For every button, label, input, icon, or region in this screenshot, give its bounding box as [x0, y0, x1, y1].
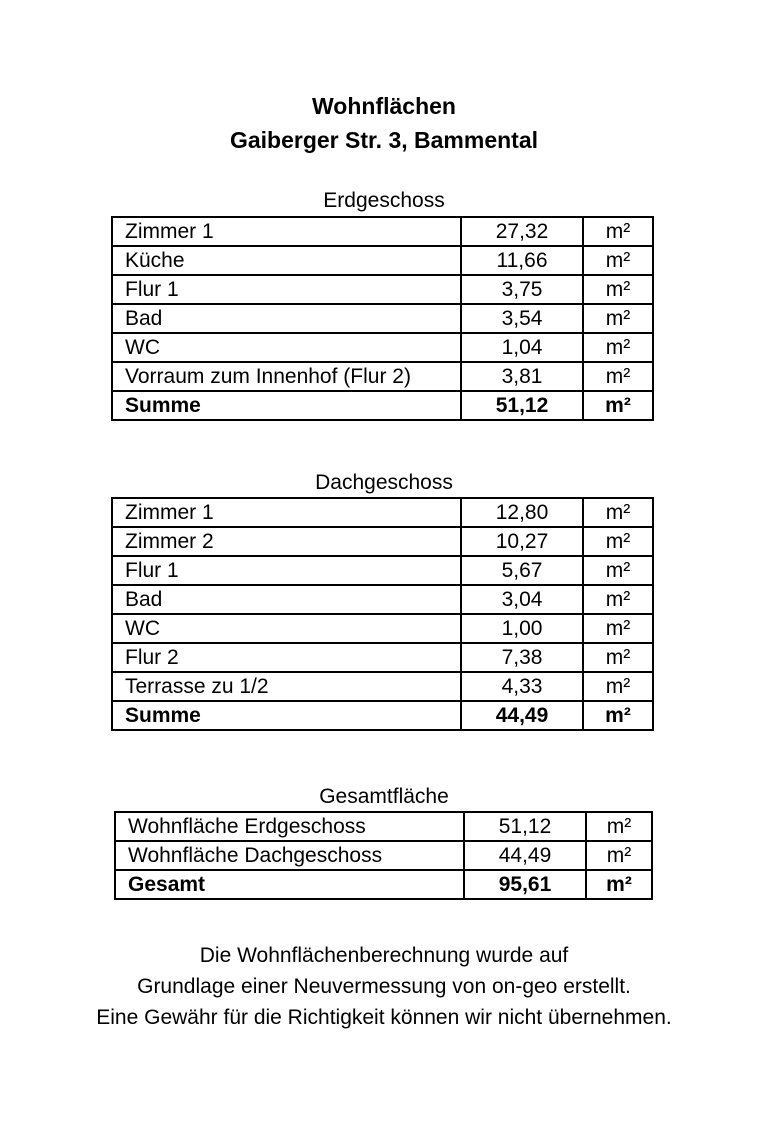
table-row — [112, 527, 653, 556]
room-name: Zimmer 2 — [112, 527, 461, 556]
area-unit: m² — [583, 672, 653, 701]
area-unit: m² — [586, 841, 652, 870]
sum-label: Summe — [112, 701, 461, 730]
area-value: 3,75 — [461, 275, 583, 304]
erdgeschoss-caption: Erdgeschoss — [323, 189, 445, 212]
area-unit: m² — [586, 812, 652, 841]
area-unit: m² — [583, 527, 653, 556]
table-row — [112, 614, 653, 643]
room-name: Wohnfläche Dachgeschoss — [115, 841, 464, 870]
area-value: 3,04 — [461, 585, 583, 614]
dachgeschoss-caption: Dachgeschoss — [315, 471, 453, 494]
area-unit: m² — [583, 275, 653, 304]
total-label: Gesamt — [115, 870, 464, 899]
area-value: 5,67 — [461, 556, 583, 585]
table-row — [112, 498, 653, 527]
gesamtflaeche-caption: Gesamtfläche — [319, 785, 449, 808]
area-unit: m² — [583, 643, 653, 672]
total-unit: m² — [586, 870, 652, 899]
table-row — [112, 556, 653, 585]
table-row — [112, 585, 653, 614]
area-value: 7,38 — [461, 643, 583, 672]
sum-unit: m² — [583, 701, 653, 730]
table-row — [112, 672, 653, 701]
erdgeschoss-table — [111, 216, 654, 421]
area-value: 11,66 — [461, 246, 583, 275]
room-name: Zimmer 1 — [112, 498, 461, 527]
room-name: Wohnfläche Erdgeschoss — [115, 812, 464, 841]
room-name: WC — [112, 614, 461, 643]
room-name: Flur 1 — [112, 556, 461, 585]
total-value: 95,61 — [464, 870, 586, 899]
room-name: Vorraum zum Innenhof (Flur 2) — [112, 362, 461, 391]
gesamtflaeche-table — [114, 811, 653, 900]
table-row — [115, 841, 652, 870]
area-unit: m² — [583, 217, 653, 246]
footnote — [0, 940, 768, 1033]
area-unit: m² — [583, 614, 653, 643]
area-value: 51,12 — [464, 812, 586, 841]
room-name: Bad — [112, 304, 461, 333]
table-row — [112, 217, 653, 246]
room-name: Terrasse zu 1/2 — [112, 672, 461, 701]
area-value: 4,33 — [461, 672, 583, 701]
room-name: Küche — [112, 246, 461, 275]
area-value: 3,81 — [461, 362, 583, 391]
area-unit: m² — [583, 304, 653, 333]
room-name: Flur 1 — [112, 275, 461, 304]
area-value: 10,27 — [461, 527, 583, 556]
footnote-line: Die Wohnflächenberechnung wurde auf — [199, 944, 569, 967]
area-unit: m² — [583, 362, 653, 391]
area-unit: m² — [583, 333, 653, 362]
area-value: 44,49 — [464, 841, 586, 870]
area-unit: m² — [583, 556, 653, 585]
sum-row — [112, 391, 653, 420]
area-value: 1,00 — [461, 614, 583, 643]
table-row — [112, 362, 653, 391]
area-unit: m² — [583, 585, 653, 614]
room-name: WC — [112, 333, 461, 362]
sum-label: Summe — [112, 391, 461, 420]
area-unit: m² — [583, 246, 653, 275]
footnote-line: Eine Gewähr für die Richtigkeit können wir nicht übernehmen. — [96, 1006, 672, 1029]
area-unit: m² — [583, 498, 653, 527]
sum-row — [112, 701, 653, 730]
table-row — [112, 333, 653, 362]
page-title: Wohnflächen — [312, 93, 456, 119]
room-name: Zimmer 1 — [112, 217, 461, 246]
area-value: 27,32 — [461, 217, 583, 246]
table-row — [112, 643, 653, 672]
area-value: 3,54 — [461, 304, 583, 333]
sum-unit: m² — [583, 391, 653, 420]
room-name: Bad — [112, 585, 461, 614]
area-value: 12,80 — [461, 498, 583, 527]
sum-value: 51,12 — [461, 391, 583, 420]
table-row — [112, 275, 653, 304]
total-row — [115, 870, 652, 899]
page-subtitle-address: Gaiberger Str. 3, Bammental — [229, 127, 539, 153]
dachgeschoss-table — [111, 497, 654, 731]
table-row — [112, 246, 653, 275]
table-row — [112, 304, 653, 333]
sum-value: 44,49 — [461, 701, 583, 730]
room-name: Flur 2 — [112, 643, 461, 672]
footnote-line: Grundlage einer Neuvermessung von on-geo erstellt. — [137, 975, 631, 998]
area-value: 1,04 — [461, 333, 583, 362]
table-row — [115, 812, 652, 841]
